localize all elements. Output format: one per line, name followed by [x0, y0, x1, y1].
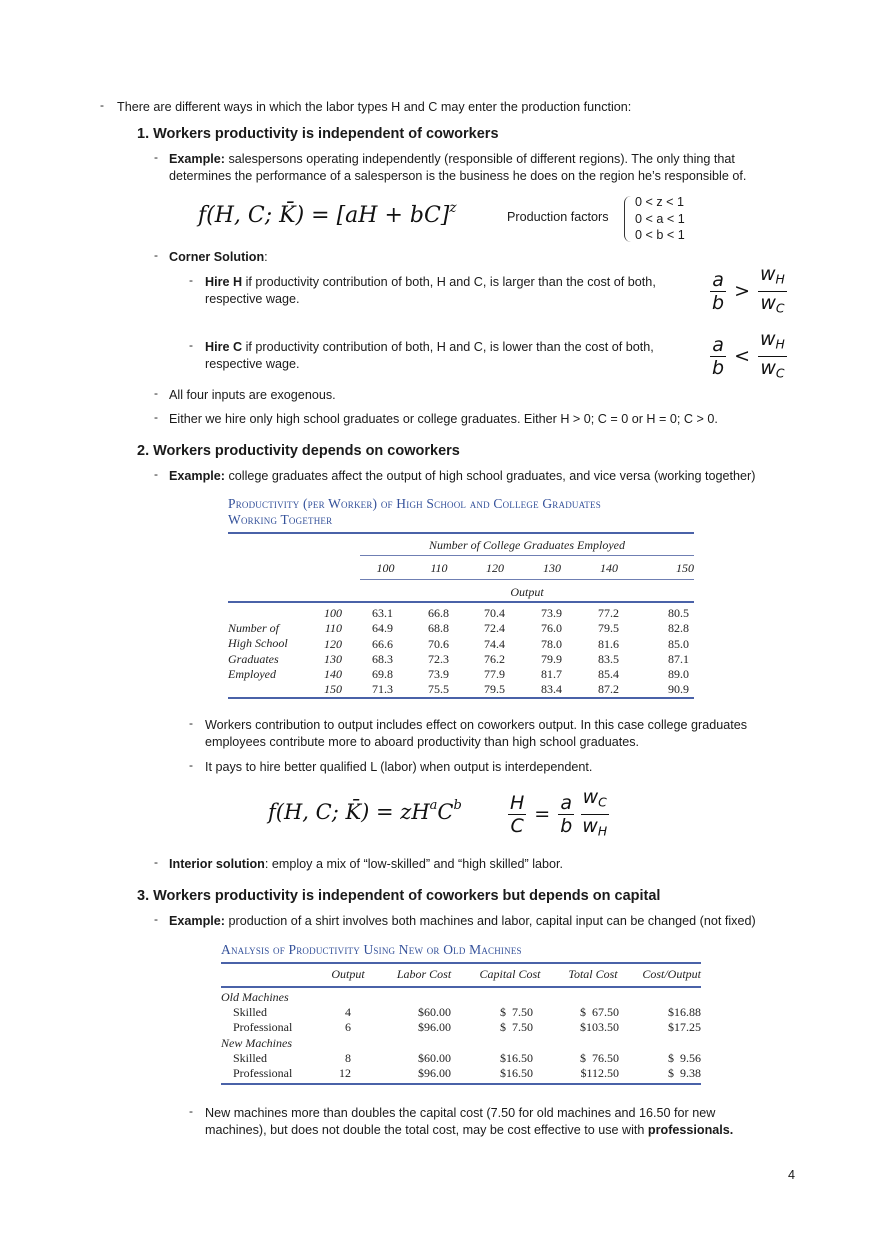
bullet-dash: - [189, 273, 193, 287]
formula-additive [198, 200, 457, 228]
colon: : [264, 250, 268, 264]
col-110: 110 [430, 561, 448, 575]
col-150: 150 [676, 561, 694, 575]
hire-h-desc: if productivity contribution of both, H and C, is larger than the cost of both, [242, 275, 656, 289]
table-row [221, 1005, 701, 1020]
cell: $17.25 [668, 1020, 701, 1035]
bullet-dash: - [154, 386, 158, 400]
equals: = [534, 803, 551, 826]
production-factors-list [635, 194, 685, 244]
factor-z: 0 < z < 1 [635, 195, 685, 209]
high-school-row-group [228, 621, 288, 682]
cell: 77.9 [484, 667, 505, 682]
row-label: Professional [233, 1066, 293, 1081]
ratio-c: C [510, 814, 524, 837]
cell: $ 67.50 [580, 1005, 619, 1020]
cell: 78.0 [541, 636, 562, 651]
row-label: 120 [324, 636, 342, 651]
row-label: 110 [324, 621, 342, 636]
professionals-bold: professionals [647, 1123, 730, 1137]
header-rule [360, 555, 694, 556]
bullet-dash: - [189, 758, 193, 772]
cell: $16.50 [500, 1050, 533, 1065]
cell: 85.4 [598, 667, 619, 682]
bullet-dash: - [154, 150, 158, 164]
contribution-line-1: Workers contribution to output includes effect on coworkers output. In this case college graduates [205, 718, 748, 732]
row-label: 100 [324, 606, 342, 620]
cell: 79.5 [598, 621, 619, 636]
col-140: 140 [600, 561, 618, 575]
w-h: w [759, 263, 776, 285]
page-number: 4 [788, 1168, 796, 1182]
section-1-heading: 1. Workers productivity is independent of coworkers [137, 126, 499, 142]
cell: $ 7.50 [500, 1005, 533, 1020]
cell: 90.9 [668, 682, 689, 697]
cell: 12 [339, 1066, 351, 1081]
cell: 89.0 [668, 667, 689, 682]
machines-table-caption: Analysis of Productivity Using New or Old Machines [221, 942, 522, 957]
cell: 75.5 [428, 682, 449, 697]
exogenous-text: All four inputs are exogenous. [169, 388, 336, 402]
col-capital-cost: Capital Cost [479, 967, 541, 981]
row-label: Professional [233, 1020, 293, 1035]
cell: 80.5 [668, 606, 689, 620]
frac-num-a: a [712, 268, 724, 291]
w-c-sub: C [598, 795, 607, 810]
row-label: 130 [324, 651, 342, 666]
new-machines-line-2: machines), but does not double the total cost, may be cost effective to use with [205, 1123, 648, 1137]
columns-rule [360, 579, 694, 580]
row-label: Skilled [233, 1005, 268, 1020]
w-h-sub: H [775, 337, 785, 352]
section-3-heading: 3. Workers productivity is independent of coworkers but depends on capital [137, 888, 661, 904]
cell: $ 76.50 [580, 1050, 619, 1065]
cell: $60.00 [418, 1050, 451, 1065]
col-output: Output [331, 967, 365, 981]
col-130: 130 [543, 561, 561, 575]
w-c: w [582, 786, 599, 808]
interior-solution-text [169, 856, 563, 873]
cell: $103.50 [580, 1020, 619, 1035]
cell: 76.0 [541, 621, 562, 636]
w-c: w [760, 291, 776, 314]
w-c-sub: C [775, 301, 785, 316]
cell: $ 9.56 [668, 1050, 701, 1065]
ratio-h: H [510, 791, 525, 814]
cell: 85.0 [668, 636, 689, 651]
table-top-rule [228, 532, 694, 534]
w-c-sub: C [775, 366, 785, 381]
cell: 71.3 [372, 682, 393, 697]
row-group-line: Graduates [228, 651, 279, 666]
group-old-machines: Old Machines [221, 990, 289, 1004]
cell: 66.6 [372, 636, 393, 651]
hire-h-desc-2: respective wage. [205, 292, 300, 306]
w-h: w [759, 328, 776, 350]
interior-label: Interior solution [169, 857, 265, 871]
bullet-dash: - [154, 467, 158, 481]
production-factors-label: Production factors [507, 210, 609, 224]
frac-den-b: b [712, 291, 725, 314]
example-text: salespersons operating independently (responsible of different regions). The only thing that [225, 152, 735, 166]
bullet-dash: - [154, 248, 158, 262]
col-cost-output: Cost/Output [642, 967, 701, 981]
row-group-line: High School [228, 636, 288, 651]
cell: 77.2 [598, 606, 619, 620]
cell: 70.6 [428, 636, 449, 651]
cell: 66.8 [428, 606, 449, 620]
productivity-table-caption [228, 496, 601, 528]
example-text-2: determines the performance of a salesperson is the business he does on the region he’s responsible of. [169, 169, 747, 183]
brace-icon [624, 196, 631, 242]
cell: 68.3 [372, 651, 393, 666]
less-than: < [734, 345, 750, 368]
contribution-line-2: employees contribute more to aboard productivity than high school graduates. [205, 735, 640, 749]
table-row [310, 652, 694, 667]
new-machines-line-1: New machines more than doubles the capital cost (7.50 for old machines and 16.50 for new [205, 1106, 716, 1120]
exp-a: a [429, 798, 438, 813]
cell: $60.00 [418, 1005, 451, 1020]
new-machines-text [205, 1105, 805, 1139]
hire-c-desc: if productivity contribution of both, H and C, is lower than the cost of both, [242, 340, 654, 354]
col-total-cost: Total Cost [568, 967, 618, 981]
pays-text: It pays to hire better qualified L (labor) when output is interdependent. [205, 760, 593, 774]
hire-c-condition [710, 328, 787, 384]
hire-h-text [205, 274, 705, 308]
bullet-dash: - [189, 1104, 193, 1118]
ratio-formula [508, 786, 609, 842]
machines-table-body [221, 990, 701, 1081]
w-h: w [582, 814, 598, 837]
row-label: 140 [324, 667, 342, 682]
formula-text: f(H, C; K̄) = zH [268, 799, 430, 824]
example-text: production of a shirt involves both machines and labor, capital input can be changed (not fixed) [225, 914, 756, 928]
cell: 87.2 [598, 682, 619, 697]
college-grad-header: Number of College Graduates Employed [429, 538, 625, 552]
table-row [310, 637, 694, 652]
output-label: Output [510, 585, 544, 599]
cell: $ 7.50 [500, 1020, 533, 1035]
example-label: Example: [169, 914, 225, 928]
cell: 87.1 [668, 651, 689, 666]
header-rule [221, 986, 701, 988]
formula-exponent: z [449, 200, 457, 216]
college-grad-columns [360, 561, 694, 576]
frac-den-b: b [712, 356, 725, 379]
cell: $ 9.38 [668, 1066, 701, 1081]
cell: 72.4 [484, 621, 505, 636]
table-row [310, 682, 694, 697]
table-row [310, 667, 694, 682]
cell: 8 [345, 1050, 351, 1065]
hire-c-text [205, 339, 705, 373]
greater-than: > [734, 280, 750, 303]
example-text: college graduates affect the output of high school graduates, and vice versa (working together) [225, 469, 756, 483]
cell: 79.9 [541, 651, 562, 666]
cell: 79.5 [484, 682, 505, 697]
corner-solution-label [169, 249, 268, 266]
cell: 68.8 [428, 621, 449, 636]
table-row [221, 1066, 701, 1081]
bullet-dash: - [154, 855, 158, 869]
table-top-rule [221, 962, 701, 964]
caption-line-1: Productivity (per Worker) of High School and College Graduates [228, 496, 601, 511]
intro-text: There are different ways in which the labor types H and C may enter the production function: [117, 100, 632, 114]
cell: 81.6 [598, 636, 619, 651]
interior-desc: : employ a mix of “low-skilled” and “high skilled” labor. [264, 857, 564, 871]
hire-h-condition [710, 263, 787, 319]
table-row [221, 1051, 701, 1066]
bullet-dash: - [100, 98, 104, 112]
group-new-machines: New Machines [221, 1035, 292, 1050]
cell: 70.4 [484, 606, 505, 620]
factor-a: 0 < a < 1 [635, 211, 685, 226]
cell: 72.3 [428, 651, 449, 666]
contribution-text [205, 717, 805, 751]
table-bottom-rule [228, 697, 694, 699]
exp-b: b [453, 798, 462, 813]
col-labor-cost: Labor Cost [396, 967, 452, 981]
ratio-b: b [560, 814, 573, 837]
either-text: Either we hire only high school graduates or college graduates. Either H > 0; C = 0 or H = 0; C > 0. [169, 412, 718, 426]
bullet-dash: - [154, 410, 158, 424]
example-label: Example: [169, 152, 225, 166]
table-row [221, 1020, 701, 1035]
body-top-rule [228, 601, 694, 603]
row-label: Skilled [233, 1050, 268, 1065]
row-label: 150 [324, 682, 342, 697]
bullet-dash: - [154, 912, 158, 926]
cell: 74.4 [484, 636, 505, 651]
cell: $16.50 [500, 1066, 533, 1081]
formula-cobb-douglas [268, 798, 462, 824]
row-group-line: Employed [228, 666, 276, 681]
ratio-a: a [560, 791, 573, 814]
bullet-dash: - [189, 716, 193, 730]
cell: 81.7 [541, 667, 562, 682]
cell: 83.4 [541, 682, 562, 697]
hire-c-label: Hire C [205, 340, 243, 354]
table-row [310, 606, 694, 621]
col-100: 100 [376, 561, 395, 575]
cell: 63.1 [372, 606, 393, 620]
section-2-heading: 2. Workers productivity depends on coworkers [137, 443, 460, 459]
productivity-table-body [310, 606, 694, 698]
corner-solution-bold: Corner Solution [169, 250, 265, 264]
cell: 4 [345, 1005, 351, 1020]
cell: $16.88 [668, 1005, 701, 1020]
example-label: Example: [169, 469, 225, 483]
cell: 83.5 [598, 651, 619, 666]
section-3-example [169, 913, 756, 930]
cell: 73.9 [541, 606, 562, 620]
cell: $96.00 [418, 1066, 451, 1081]
bullet-dash: - [189, 338, 193, 352]
factor-b: 0 < b < 1 [635, 228, 685, 242]
w-h-sub: H [775, 272, 785, 287]
cell: $96.00 [418, 1020, 451, 1035]
cell: 76.2 [484, 651, 505, 666]
period: . [729, 1123, 734, 1137]
cell: 69.8 [372, 667, 393, 682]
caption-line-2: Working Together [228, 512, 333, 527]
hire-c-desc-2: respective wage. [205, 357, 300, 371]
w-h-sub: H [597, 824, 608, 839]
frac-num-a: a [712, 333, 724, 356]
machines-table-header [221, 967, 701, 982]
cell: 64.9 [372, 621, 393, 636]
table-row [310, 621, 694, 636]
cell: 6 [345, 1020, 351, 1035]
table-bottom-rule [221, 1083, 701, 1085]
cell: $112.50 [580, 1066, 619, 1081]
cell: 73.9 [428, 667, 449, 682]
row-group-line: Number of [228, 621, 279, 635]
w-c: w [760, 356, 776, 379]
section-1-example [169, 151, 809, 185]
cell: 82.8 [668, 621, 689, 636]
hire-h-label: Hire H [205, 275, 243, 289]
section-2-example [169, 468, 755, 485]
formula-text: f(H, C; K̄) = [aH + bC] [198, 203, 450, 229]
col-120: 120 [486, 561, 504, 575]
formula-c: C [437, 799, 454, 824]
